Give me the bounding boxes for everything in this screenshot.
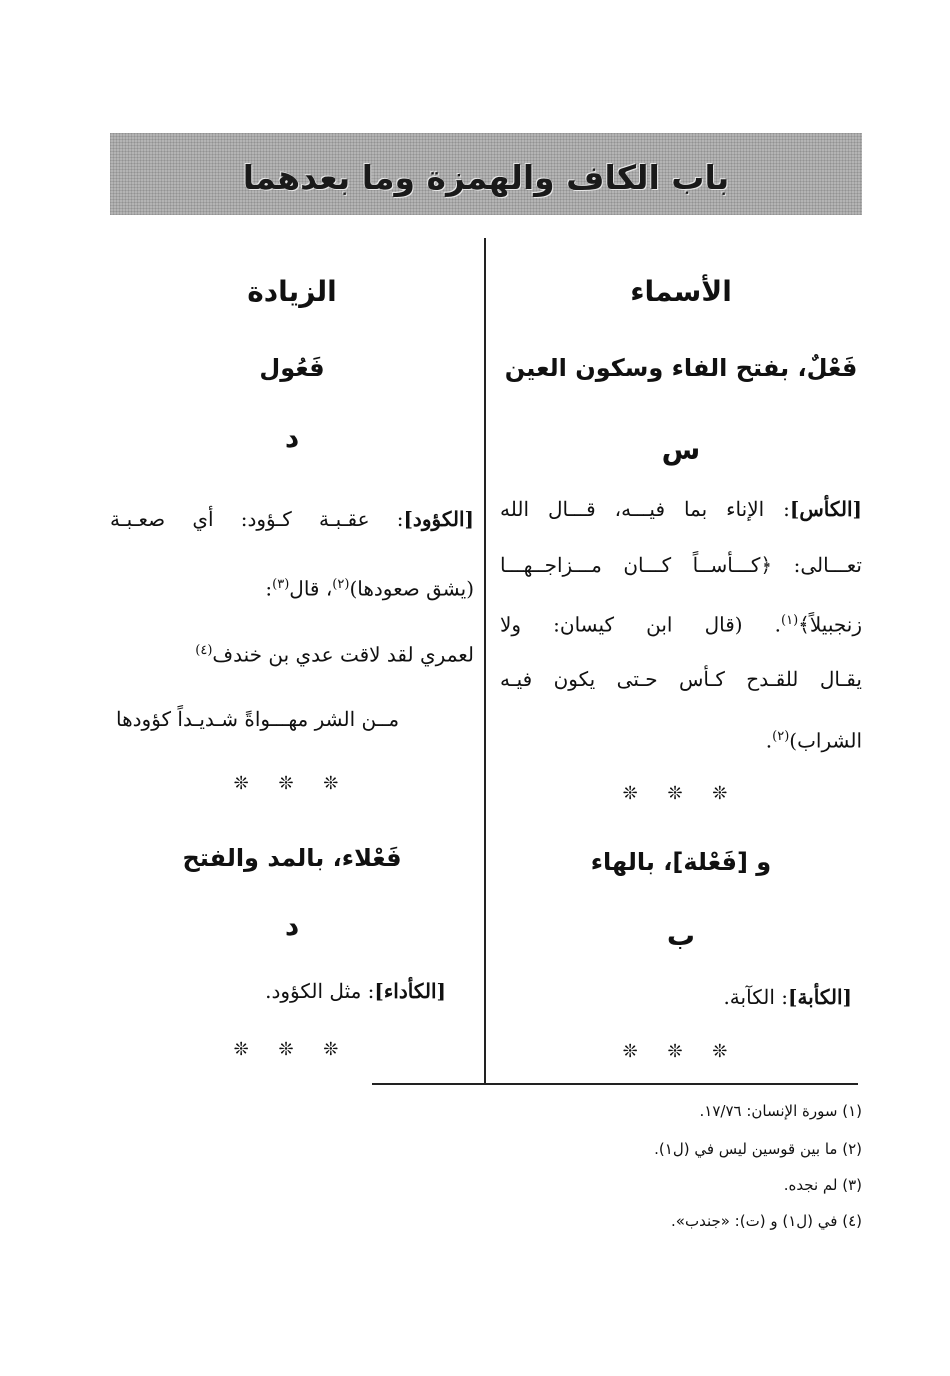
footnote-item: (١) سورة الإنسان: ١٧/٧٦.	[699, 1102, 862, 1120]
verse-line: لعمري لقد لاقت عدي بن خندف$^{(٤)}$	[195, 642, 474, 667]
footnote-ref: (١)	[781, 613, 799, 628]
entry-line: تعـــالى: ﴿كـــأســاً كـــان مـــزاجــهـــا	[500, 553, 862, 577]
footnote-ref: (٢)	[332, 577, 350, 592]
footnote-item: (٢) ما بين قوسين ليس في (ل١).	[654, 1140, 862, 1158]
footnote-item: (٣) لم نجده.	[783, 1176, 862, 1194]
section-heading-additions: الزيادة	[247, 275, 337, 308]
entry-line: [الكأداء]: مثل الكؤود.	[265, 979, 446, 1003]
entry-term: [الكؤود]	[403, 507, 474, 531]
entry-term: [الكأداء]	[374, 979, 446, 1003]
entry-line: [الكؤود]: عقـبـة كـؤود: أي صعـبـة	[110, 507, 474, 531]
letter-heading: س	[661, 433, 701, 466]
chapter-title: باب الكاف والهمزة وما بعدهما	[242, 157, 730, 197]
footnote-ref: (٣)	[272, 577, 290, 592]
letter-heading: د	[284, 909, 300, 942]
verse-line: مــن الشر مهـــواةً شـديـداً كؤودها	[116, 707, 400, 731]
chapter-banner	[110, 133, 862, 215]
footnote-ref: (٤)	[195, 643, 213, 658]
pattern-heading: فَعْلٌ، بفتح الفاء وسكون العين	[504, 354, 858, 382]
footnote-ref: (٢)	[772, 729, 790, 744]
letter-heading: د	[284, 421, 300, 454]
separator-stars: ❊ ❊ ❊	[233, 1039, 351, 1060]
pattern-heading: فَعْلاء، بالمد والفتح	[182, 844, 402, 872]
entry-term: [الكأس]	[789, 497, 862, 521]
separator-stars: ❊ ❊ ❊	[233, 773, 351, 794]
separator-stars: ❊ ❊ ❊	[622, 783, 740, 804]
entry-line: [الكأبة]: الكآبة.	[723, 985, 852, 1009]
pattern-heading: و [فَعْلة]، بالهاء	[590, 848, 772, 876]
column-divider	[484, 238, 486, 1084]
entry-line: [الكأس]: الإناء بما فيـــه، قـــال الله	[500, 497, 862, 521]
entry-line: الشراب)$^{(٢)}$.	[765, 728, 862, 753]
separator-stars: ❊ ❊ ❊	[622, 1041, 740, 1062]
footnote-separator	[372, 1083, 858, 1085]
footnote-item: (٤) في (ل١) و (ت): «جندب».	[671, 1212, 862, 1230]
section-heading-nouns: الأسماء	[630, 275, 732, 308]
entry-line: (يشق صعودها)$^{(٢)}$، قال$^{(٣)}$:	[265, 576, 474, 601]
letter-heading: ب	[666, 919, 696, 952]
entry-term: [الكأبة]	[787, 985, 852, 1009]
entry-line: زنجبيلاً﴾$^{(١)}$. (قال ابن كيسان: ولا	[500, 612, 862, 637]
entry-line: يقـال للقـدح كـأس حـتى يكون فيـه	[500, 667, 862, 691]
pattern-heading: فَعُول	[259, 354, 325, 382]
